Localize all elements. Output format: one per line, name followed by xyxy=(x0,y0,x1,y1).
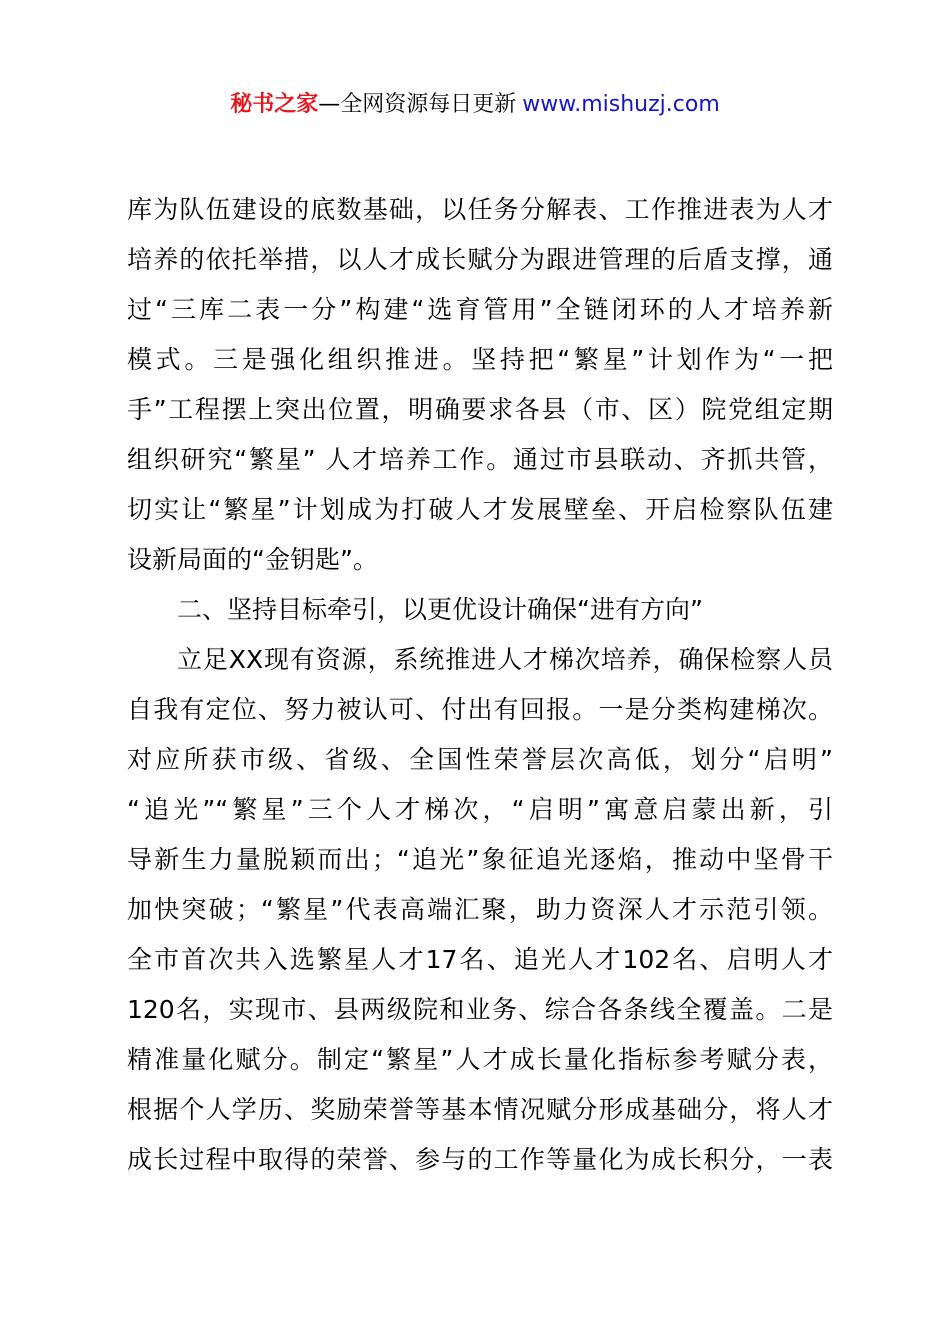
text-line: 切实让“繁星”计划成为打破人才发展壁垒、开启检察队伍建 xyxy=(127,495,833,524)
text-line: 手”工程摆上突出位置，明确要求各县（市、区）院党组定期 xyxy=(127,395,833,424)
site-url-link[interactable]: www.mishuzj.com xyxy=(522,92,720,117)
document-body xyxy=(127,185,833,1185)
brand-name: 秘书之家 xyxy=(230,92,319,117)
section-heading: 二、坚持目标牵引，以更优设计确保“进有方向” xyxy=(177,595,703,624)
text-line: 培养的依托举措，以人才成长赋分为跟进管理的后盾支撑，通 xyxy=(127,245,833,274)
text-line: 设新局面的“金钥匙”。 xyxy=(127,545,378,574)
header-slogan: —全网资源每日更新 xyxy=(318,92,517,117)
text-line: 立足XX现有资源，系统推进人才梯次培养，确保检察人员 xyxy=(177,645,833,674)
text-line: 组织研究“繁星” 人才培养工作。通过市县联动、齐抓共管， xyxy=(127,445,833,474)
text-line: 精准量化赋分。制定“繁星”人才成长量化指标参考赋分表， xyxy=(127,1045,833,1074)
text-line: 成长过程中取得的荣誉、参与的工作等量化为成长积分，一表 xyxy=(127,1145,833,1174)
text-line: 自我有定位、努力被认可、付出有回报。一是分类构建梯次。 xyxy=(127,695,833,724)
text-line: 全市首次共入选繁星人才17名、追光人才102名、启明人才 xyxy=(127,945,833,974)
text-line: 根据个人学历、奖励荣誉等基本情况赋分形成基础分，将人才 xyxy=(127,1095,833,1124)
text-line: “追光”“繁星”三个人才梯次，“启明”寓意启蒙出新，引 xyxy=(127,795,833,824)
text-line: 对应所获市级、省级、全国性荣誉层次高低，划分“启明” xyxy=(127,745,833,774)
text-line: 导新生力量脱颖而出；“追光”象征追光逐焰，推动中坚骨干 xyxy=(127,845,833,874)
text-line: 加快突破；“繁星”代表高端汇聚，助力资深人才示范引领。 xyxy=(127,895,833,924)
text-line: 模式。三是强化组织推进。坚持把“繁星”计划作为“一把 xyxy=(127,345,833,374)
page-header xyxy=(0,88,950,122)
text-line: 120名，实现市、县两级院和业务、综合各条线全覆盖。二是 xyxy=(127,995,833,1024)
text-line: 过“三库二表一分”构建“选育管用”全链闭环的人才培养新 xyxy=(127,295,833,324)
text-line: 库为队伍建设的底数基础，以任务分解表、工作推进表为人才 xyxy=(127,195,833,224)
